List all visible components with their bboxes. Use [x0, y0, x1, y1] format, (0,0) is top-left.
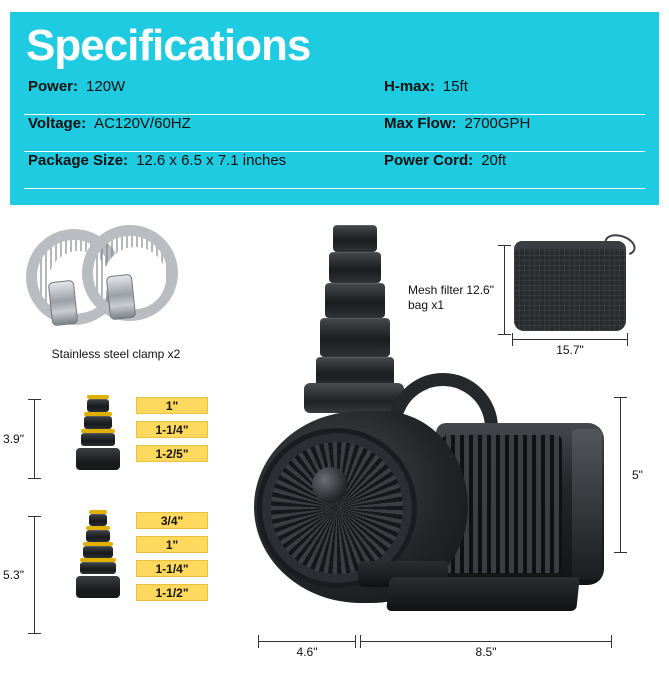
spec-package-size — [24, 152, 376, 169]
spec-hmax — [376, 78, 641, 95]
table-row — [24, 152, 645, 189]
spec-label: Max Flow: — [384, 115, 457, 132]
spec-value: 2700GPH — [464, 115, 531, 132]
page-title: Specifications — [26, 21, 311, 70]
pump-height-dimension — [612, 397, 643, 553]
nozzle-a-base — [76, 448, 120, 470]
dimension-text: 4.6" — [296, 645, 318, 659]
spec-voltage — [24, 115, 376, 132]
spec-value: AC120V/60HZ — [94, 115, 191, 132]
nozzle-a-tag: 1" — [136, 397, 208, 414]
nozzle-b-tag: 1" — [136, 536, 208, 553]
clamp-screw-icon — [48, 280, 78, 326]
pump-depth-dimension — [258, 633, 356, 659]
nozzle-b-tag: 3/4" — [136, 512, 208, 529]
spec-value: 120W — [86, 78, 126, 95]
mesh-bag-label: Mesh filter bag x1 — [408, 283, 464, 312]
dimension-text: 8.5" — [475, 645, 497, 659]
pump-outlet-stack — [316, 225, 394, 388]
pump-collar — [304, 383, 404, 413]
pump-width-dimension — [360, 633, 612, 659]
nozzle-b-tag: 1-1/2" — [136, 584, 208, 601]
spec-label: H-max: — [384, 78, 435, 95]
nozzle-b-base — [76, 576, 120, 598]
motor-end-cap — [572, 429, 602, 579]
specifications-table — [24, 78, 645, 189]
stainless-clamps-illustration — [24, 223, 199, 361]
nozzle-b-graphic — [72, 510, 124, 598]
dimension-text: 12.6" — [466, 283, 494, 297]
spec-label: Power: — [28, 78, 79, 95]
nozzle-b-height-dimension — [3, 516, 42, 634]
nozzle-a-tag: 1-1/4" — [136, 421, 208, 438]
product-illustration — [0, 205, 669, 684]
spec-power-cord — [376, 152, 641, 169]
dimension-text: 5" — [632, 468, 643, 482]
dimension-text: 15.7" — [556, 343, 584, 357]
spec-label: Voltage: — [28, 115, 87, 132]
pump-foot-base — [386, 577, 580, 611]
clamp-caption: Stainless steel clamp x2 — [51, 347, 181, 361]
nozzle-a-graphic — [72, 395, 124, 470]
dimension-text: 3.9" — [3, 432, 24, 446]
nozzle-set-a — [3, 395, 216, 490]
nozzle-set-b — [3, 510, 216, 645]
table-row — [24, 115, 645, 152]
spec-max-flow — [376, 115, 641, 132]
dimension-text: 5.3" — [3, 568, 24, 582]
nozzle-a-height-dimension — [3, 399, 42, 479]
clamp-screw-icon — [106, 274, 136, 320]
specifications-banner — [10, 12, 659, 205]
pump-illustration — [238, 225, 628, 645]
spec-label: Power Cord: — [384, 152, 474, 169]
spec-power — [24, 78, 376, 95]
nozzle-a-tag: 1-2/5" — [136, 445, 208, 462]
spec-value: 20ft — [481, 152, 507, 169]
spec-value: 15ft — [442, 78, 468, 95]
pump-hub — [312, 467, 348, 503]
table-row — [24, 78, 645, 115]
spec-label: Package Size: — [28, 152, 129, 169]
nozzle-b-tag: 1-1/4" — [136, 560, 208, 577]
spec-value: 12.6 x 6.5 x 7.1 inches — [136, 152, 287, 169]
